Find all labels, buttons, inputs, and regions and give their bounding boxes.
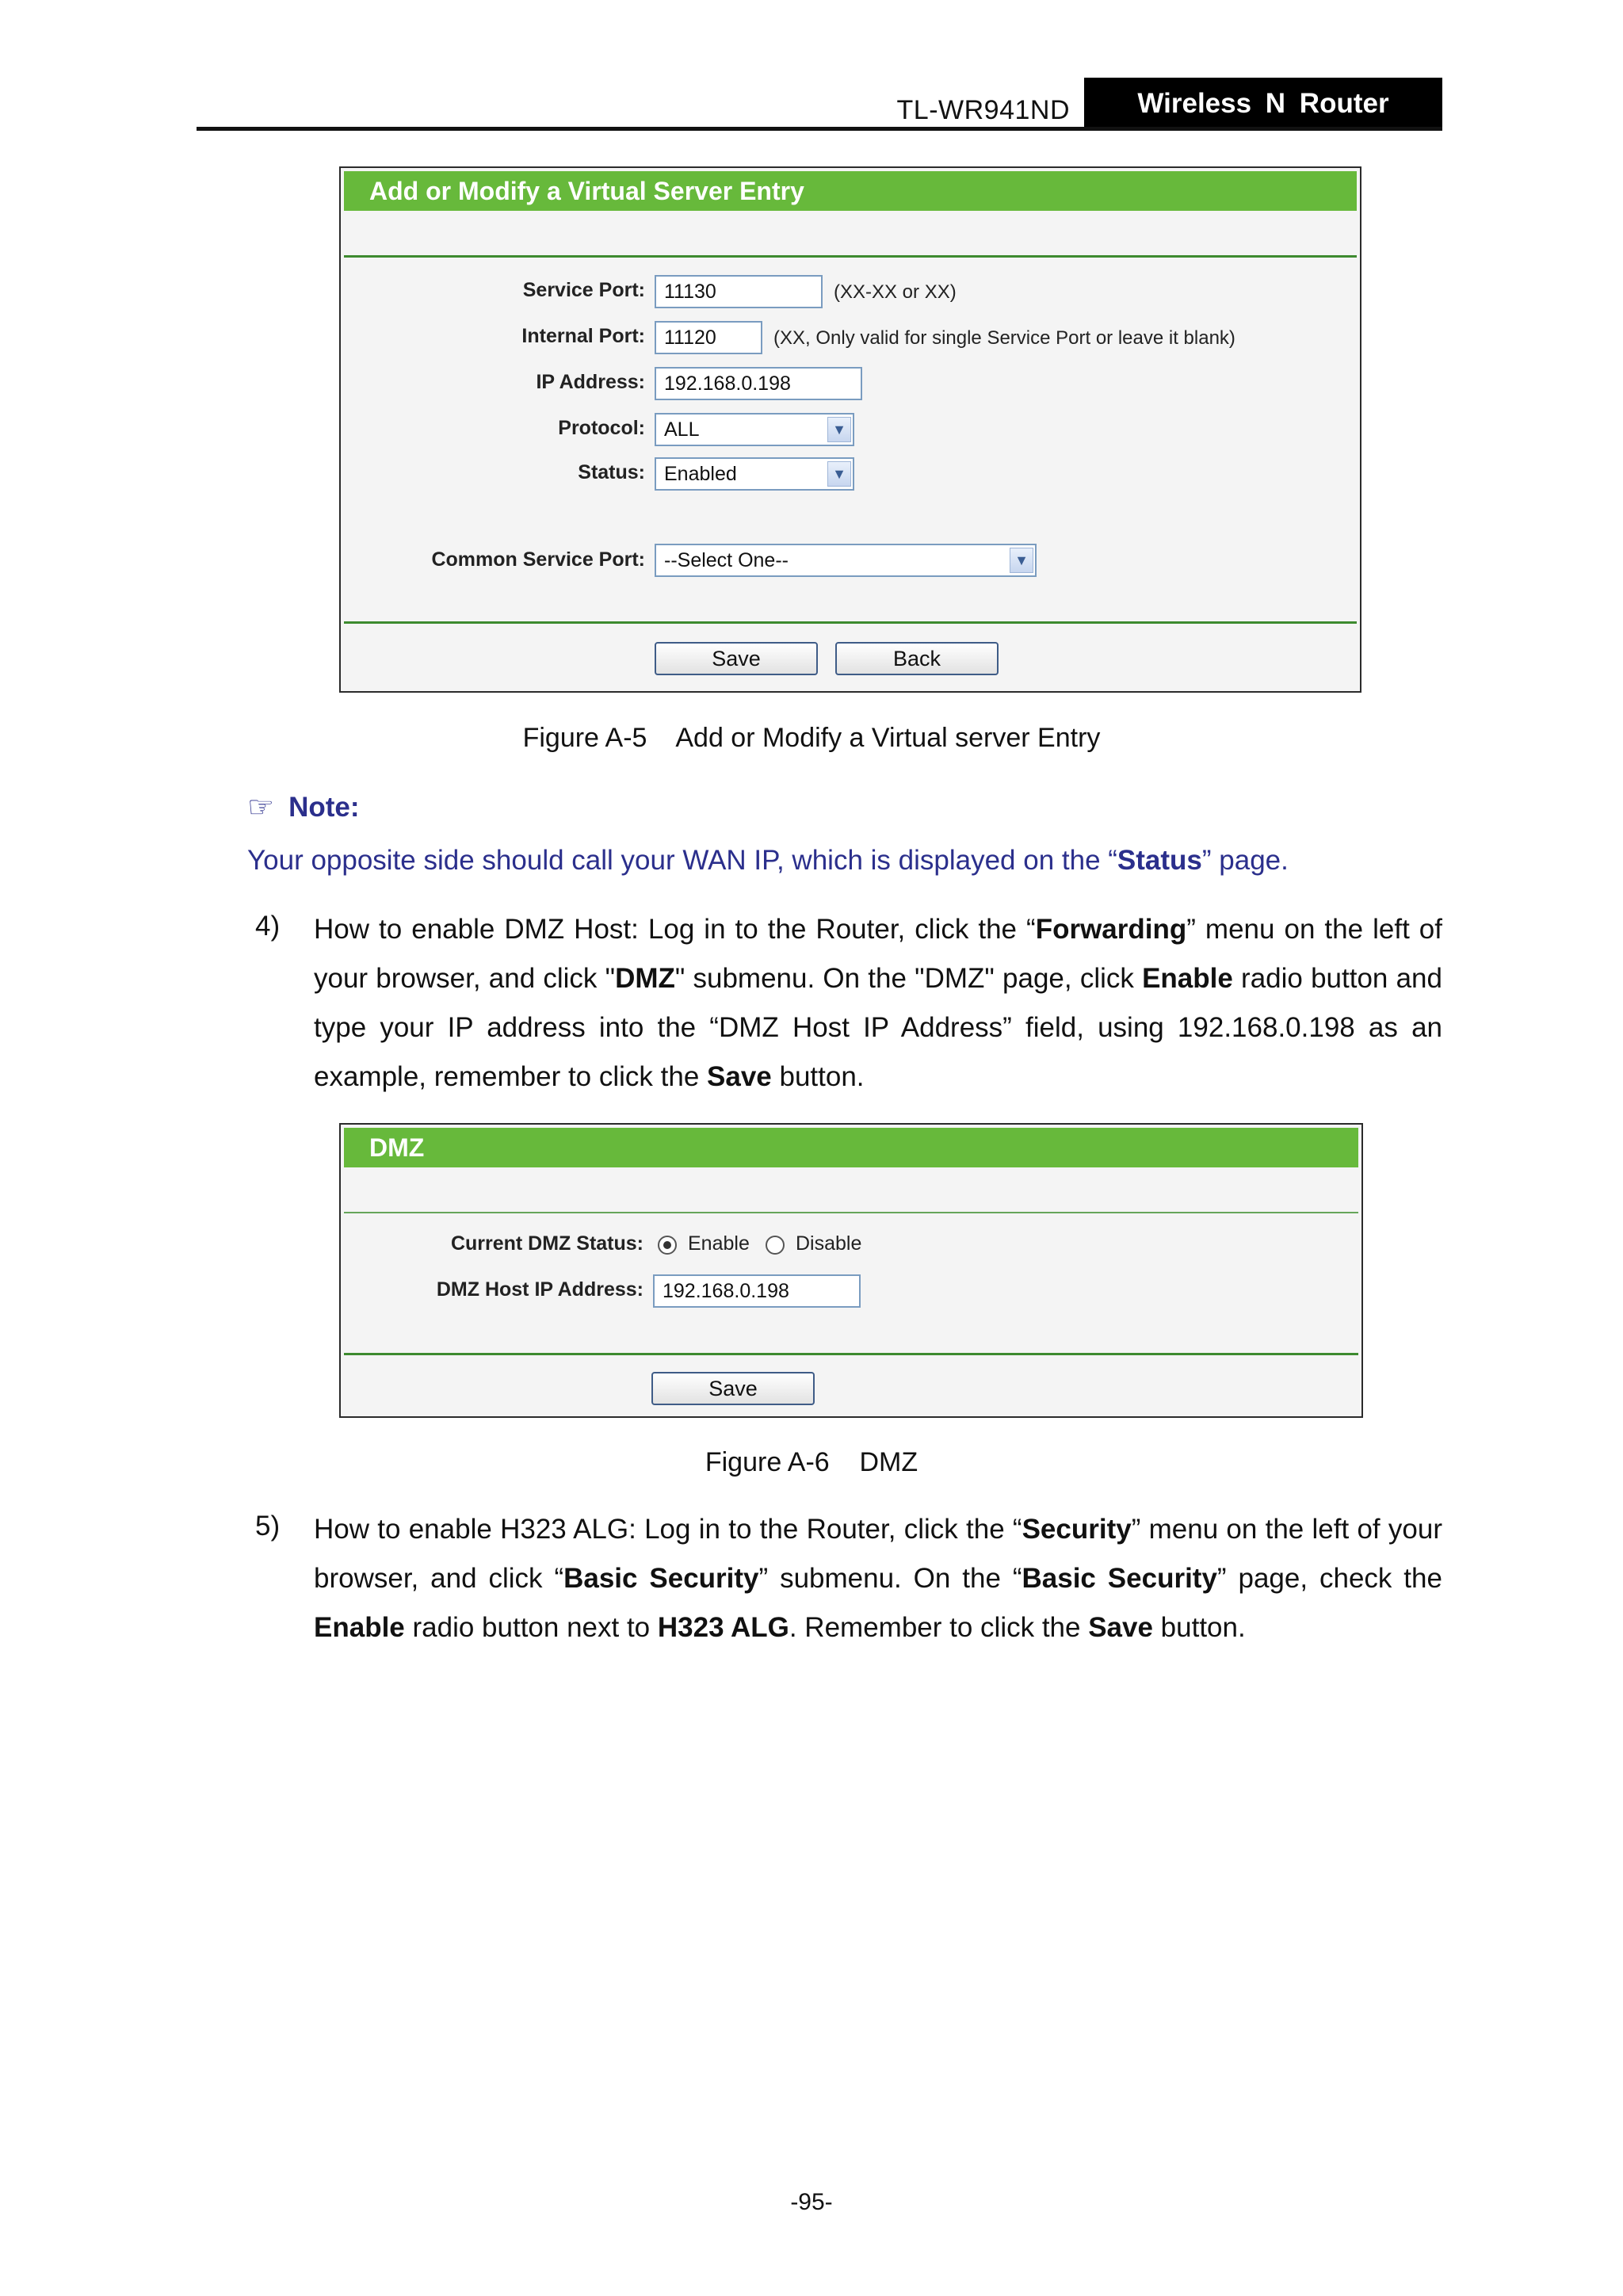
- protocol-label: Protocol:: [558, 417, 645, 439]
- protocol-select[interactable]: [655, 413, 854, 446]
- internal-port-label: Internal Port:: [521, 325, 645, 347]
- service-port-hint: (XX-XX or XX): [834, 281, 957, 303]
- step-text-bold: Forwarding: [1035, 914, 1187, 945]
- panel-divider-bottom: [344, 621, 1357, 624]
- status-value: Enabled: [664, 463, 737, 485]
- chevron-down-icon[interactable]: ▼: [827, 417, 851, 442]
- save-button[interactable]: Save: [655, 642, 818, 675]
- ip-address-input[interactable]: 192.168.0.198: [655, 367, 862, 400]
- dmz-host-ip-input[interactable]: 192.168.0.198: [653, 1274, 861, 1308]
- disable-radio[interactable]: [766, 1236, 785, 1255]
- service-port-input[interactable]: 11130: [655, 275, 823, 308]
- step-text: How to enable H323 ALG: Log in to the Router, click the “: [314, 1514, 1022, 1545]
- panel-divider-top: [344, 255, 1357, 258]
- step-text-bold: Security: [1022, 1514, 1132, 1545]
- common-service-port-label: Common Service Port:: [431, 548, 645, 571]
- internal-port-input[interactable]: 11120: [655, 321, 762, 354]
- step-text: ” menu on the left of your browser, and click “: [314, 1514, 1442, 1594]
- note-text-bold: Status: [1117, 845, 1202, 876]
- step-4-text: [314, 905, 1442, 1102]
- panel-divider-bottom: [344, 1353, 1358, 1355]
- protocol-value: ALL: [664, 418, 700, 441]
- internal-port-hint: (XX, Only valid for single Service Port or leave it blank): [773, 327, 1235, 349]
- dmz-status-label: Current DMZ Status:: [450, 1232, 643, 1255]
- pointing-hand-icon: ☞: [247, 791, 275, 824]
- step-4-number: 4): [255, 911, 281, 942]
- step-text-bold: Basic Security: [563, 1563, 759, 1594]
- header-model: TL-WR941ND: [896, 95, 1070, 125]
- dmz-save-button[interactable]: Save: [651, 1372, 815, 1405]
- virtual-server-panel: [339, 166, 1361, 693]
- step-5-text: [314, 1505, 1442, 1652]
- chevron-down-icon[interactable]: ▼: [1010, 548, 1033, 573]
- status-select[interactable]: [655, 457, 854, 491]
- step-text: radio button next to: [404, 1612, 658, 1643]
- step-text: radio button and type your IP address into the “DMZ Host IP Address” field, using 192.168.0.198 as an example, remember to click the: [314, 963, 1442, 1092]
- step-text-bold: Save: [1088, 1612, 1153, 1643]
- step-text-bold: Save: [707, 1061, 772, 1092]
- header-badge: Wireless N Router: [1084, 78, 1442, 130]
- back-button[interactable]: Back: [835, 642, 999, 675]
- step-text-bold: Basic Security: [1022, 1563, 1217, 1594]
- step-5-number: 5): [255, 1511, 281, 1541]
- header-rule: [197, 127, 1442, 131]
- step-text-bold: DMZ: [615, 963, 675, 994]
- status-label: Status:: [578, 461, 645, 483]
- step-text: How to enable DMZ Host: Log in to the Router, click the “: [314, 914, 1036, 945]
- note-text: [247, 845, 1289, 877]
- step-text: button.: [1152, 1612, 1246, 1643]
- figure-a5-caption: Figure A-5 Add or Modify a Virtual server Entry: [522, 723, 1101, 753]
- step-text-bold: Enable: [314, 1612, 405, 1643]
- common-service-port-value: --Select One--: [664, 549, 789, 571]
- dmz-host-ip-label: DMZ Host IP Address:: [436, 1278, 643, 1301]
- dmz-title: DMZ: [344, 1128, 1358, 1167]
- figure-a6-caption: Figure A-6 DMZ: [705, 1447, 918, 1477]
- virtual-server-title: Add or Modify a Virtual Server Entry: [344, 171, 1357, 211]
- ip-address-label: IP Address:: [536, 371, 645, 393]
- step-text: ” page, check the: [1216, 1563, 1442, 1594]
- page-number: -95-: [790, 2189, 833, 2215]
- step-text-bold: H323 ALG: [657, 1612, 789, 1643]
- note-heading-text: Note:: [288, 791, 360, 823]
- note-text-part: ” page.: [1201, 845, 1289, 876]
- step-text: ” submenu. On the “: [758, 1563, 1022, 1594]
- step-text: ” menu on the left of your browser, and click ": [314, 914, 1442, 994]
- step-text: " submenu. On the "DMZ" page, click: [674, 963, 1143, 994]
- common-service-port-select[interactable]: [655, 544, 1037, 577]
- chevron-down-icon[interactable]: ▼: [827, 461, 851, 487]
- step-text: button.: [771, 1061, 865, 1092]
- enable-radio-label[interactable]: Enable: [688, 1232, 750, 1255]
- enable-radio[interactable]: [658, 1236, 677, 1255]
- note-heading: [247, 789, 360, 825]
- step-text: . Remember to click the: [789, 1612, 1089, 1643]
- service-port-label: Service Port:: [522, 279, 645, 301]
- step-text-bold: Enable: [1142, 963, 1233, 994]
- dmz-panel: [339, 1123, 1363, 1418]
- note-text-part: Your opposite side should call your WAN IP, which is displayed on the “: [247, 845, 1117, 876]
- panel-divider-top: [344, 1212, 1358, 1213]
- disable-radio-label[interactable]: Disable: [796, 1232, 862, 1255]
